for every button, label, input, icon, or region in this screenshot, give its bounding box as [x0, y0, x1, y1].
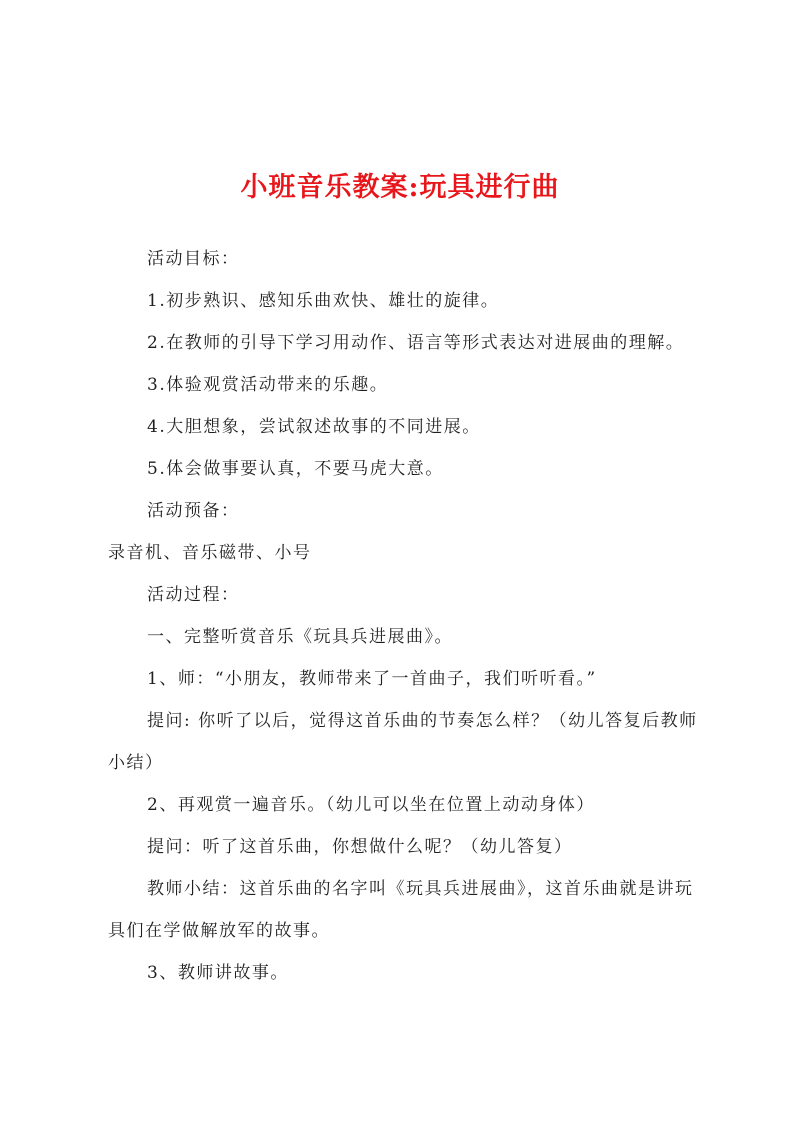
- section-heading-process: 活动过程：: [147, 585, 240, 605]
- preparation-materials: 录音机、音乐磁带、小号: [108, 543, 312, 563]
- section-heading-goals: 活动目标：: [147, 249, 240, 269]
- process-paragraph: 提问: 你听了以后，觉得这首乐曲的节奏怎么样？（幼儿答复后教师: [147, 711, 698, 731]
- process-paragraph-continuation: 小结）: [108, 753, 164, 773]
- process-paragraph: 提问：听了这首乐曲，你想做什么呢？（幼儿答复）: [147, 837, 573, 857]
- process-paragraph: 1、师：“小朋友，教师带来了一首曲子，我们听听看。”: [147, 669, 597, 689]
- goal-item-5: 5.体会做事要认真，不要马虎大意。: [147, 459, 444, 479]
- goal-item-4: 4.大胆想象，尝试叙述故事的不同进展。: [147, 417, 481, 437]
- goal-item-2: 2.在教师的引导下学习用动作、语言等形式表达对进展曲的理解。: [147, 333, 685, 353]
- process-step-1: 一、完整听赏音乐《玩具兵进展曲》。: [147, 627, 453, 647]
- section-heading-preparation: 活动预备：: [147, 501, 240, 521]
- process-paragraph: 3、教师讲故事。: [147, 963, 289, 983]
- process-paragraph: 2、再观赏一遍音乐。（幼儿可以坐在位置上动动身体）: [147, 795, 595, 815]
- document-title: 小班音乐教案:玩具进行曲: [240, 172, 560, 203]
- goal-item-1: 1.初步熟识、感知乐曲欢快、雄壮的旋律。: [147, 291, 500, 311]
- process-paragraph-continuation: 具们在学做解放军的故事。: [108, 921, 330, 941]
- process-paragraph: 教师小结：这首乐曲的名字叫《玩具兵进展曲》，这首乐曲就是讲玩: [147, 879, 694, 899]
- goal-item-3: 3.体验观赏活动带来的乐趣。: [147, 375, 389, 395]
